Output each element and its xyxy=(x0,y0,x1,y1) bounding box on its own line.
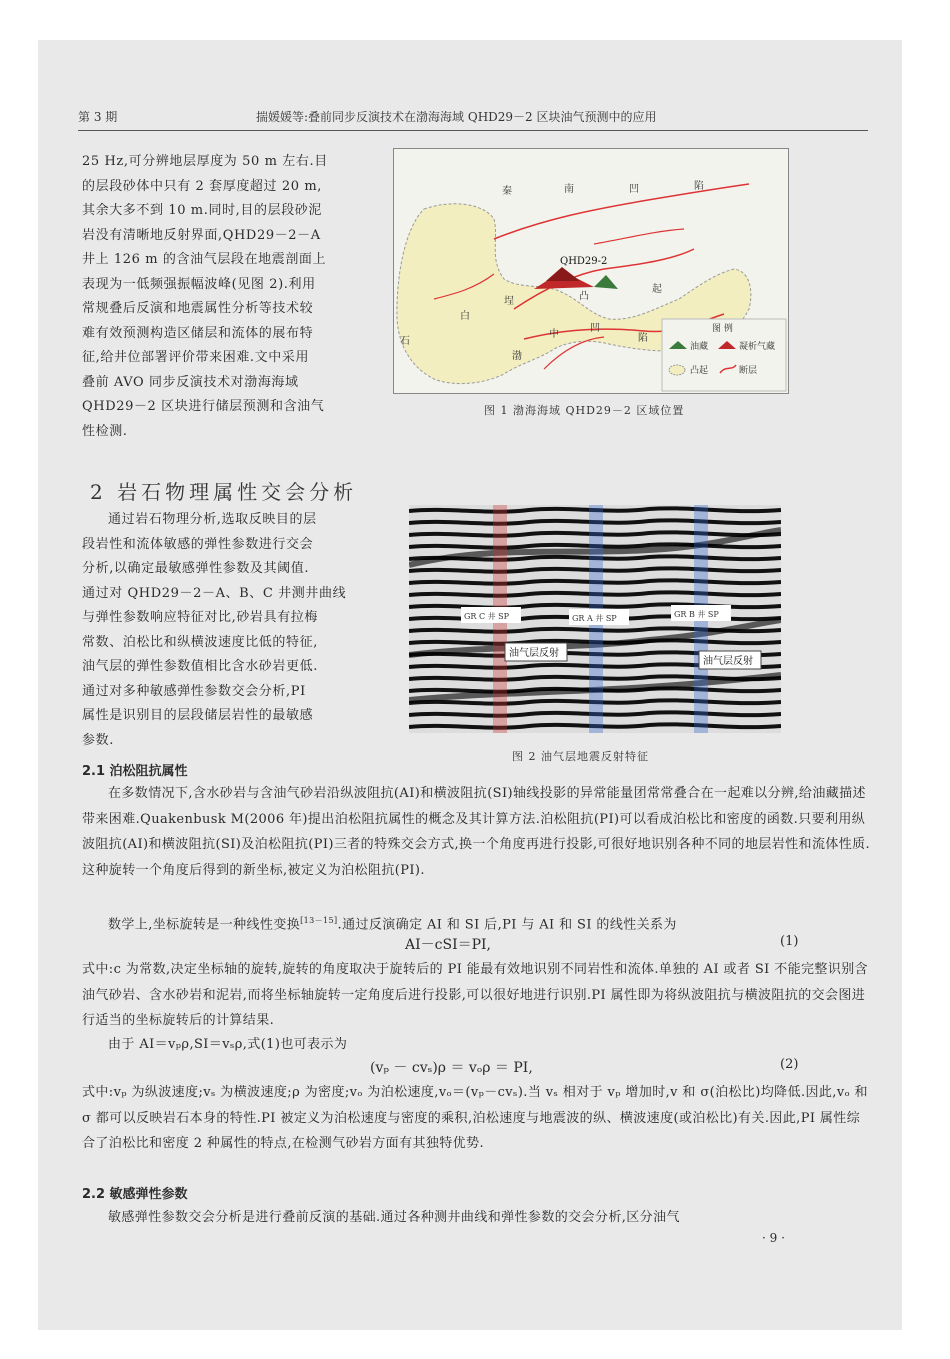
gas-reservoir-cap xyxy=(546,267,580,281)
location-map xyxy=(394,149,788,393)
issue-number: 第 3 期 xyxy=(78,110,118,124)
text-line: 属性是识别目的层段储层岩性的最敏感 xyxy=(82,708,314,723)
text-line: 井上 126 m 的含油气层段在地震剖面上 xyxy=(82,252,327,267)
running-title: 揣媛媛等:叠前同步反演技术在渤海海域 QHD29－2 区块油气预测中的应用 xyxy=(256,110,657,124)
text-line: 征,给井位部署评价带来困难.文中采用 xyxy=(82,350,310,365)
oil-reservoir xyxy=(594,275,618,289)
fault-line xyxy=(594,229,684,244)
text-line: 性检测. xyxy=(82,423,128,439)
figure-2-caption: 图 2 油气层地震反射特征 xyxy=(512,750,649,763)
text-line: 难有效预测构造区储层和流体的展布特 xyxy=(82,325,314,341)
reflection-label-left: 油气层反射 xyxy=(509,648,559,659)
map-label: 中 xyxy=(549,329,559,340)
legend-fault: 断层 xyxy=(739,366,758,376)
equation-2-number: (2) xyxy=(780,1057,799,1072)
map-label: 渤 xyxy=(512,351,522,362)
text-line: 25 Hz,可分辨地层厚度为 50 m 左右.目 xyxy=(82,154,328,169)
map-label: 凸 xyxy=(579,291,589,302)
well-c-label: GR C 井 SP xyxy=(464,612,510,621)
equation-2: (vₚ － cvₛ)ρ ＝ vₒρ ＝ PI, xyxy=(370,1060,533,1076)
text-line: 岩没有清晰地反射界面,QHD29－2－A xyxy=(82,227,321,243)
text-line: 通过岩石物理分析,选取反映目的层 xyxy=(108,512,317,527)
uplift-legend-icon xyxy=(669,365,685,375)
text-line: 油气层的弹性参数值相比含水砂岩更低. xyxy=(82,659,318,674)
text-line: 常数、泊松比和纵横波速度比低的特征, xyxy=(82,634,318,650)
text-line: 叠前 AVO 同步反演技术对渤海海域 xyxy=(82,374,299,390)
map-label: 白 xyxy=(460,311,470,322)
figure-1-caption: 图 1 渤海海域 QHD29－2 区域位置 xyxy=(484,404,685,417)
intro-paragraph xyxy=(82,150,372,444)
paragraph: 式中:vₚ 为纵波速度;vₛ 为横波速度;ρ 为密度;vₒ 为泊松速度,vₒ＝(vₚ－cvₛ).当 vₛ 相对于 vₚ 增加时,v 和 σ(泊松比)均降低.因此,vₒ 和 σ 都可以反映岩石本身的特性.PI 被定义为泊松速度与密度的乘积,泊松速度与地震波的纵、横波速度(或泊松比)有关.因此,PI 属性综合了泊松比和密度 2 种属性的特点,在检测气砂岩方面有其独特优势. xyxy=(82,1085,868,1151)
legend-gas: 凝析气藏 xyxy=(739,342,776,352)
text-line: 段岩性和流体敏感的弹性参数进行交会 xyxy=(82,536,314,552)
map-label: 凹 xyxy=(629,184,639,195)
text-line: 通过对多种敏感弹性参数交会分析,PI xyxy=(82,683,306,699)
header-rule xyxy=(78,130,868,131)
text-line: 与弹性参数响应特征对比,砂岩具有拉梅 xyxy=(82,610,318,625)
text-span: 数学上,坐标旋转是一种线性变换 xyxy=(108,917,301,933)
paragraph: 式中:c 为常数,决定坐标轴的旋转,旋转的角度取决于旋转后的 PI 能最有效地识别不同岩性和流体.单独的 AI 或者 SI 不能完整识别含油气砂岩、含水砂岩和泥岩,而将坐标轴旋转一定角度后进行投影,可以很好地进行识别.PI 属性即为将纵波阻抗与横波阻抗的交会图进行适当的坐标旋转后的计算结果. xyxy=(82,962,869,1028)
legend-title: 图 例 xyxy=(712,324,733,334)
subsection-heading: 2.1 泊松阻抗属性 xyxy=(82,764,188,779)
text-line: 其余大多不到 10 m.同时,目的层段砂泥 xyxy=(82,203,322,218)
text-line: QHD29－2 区块进行储层预测和含油气 xyxy=(82,399,325,414)
map-label: 起 xyxy=(652,284,662,295)
seismic-section xyxy=(409,505,781,733)
well-a-label: GR A 井 SP xyxy=(572,614,617,623)
legend-uplift: 凸起 xyxy=(690,366,709,376)
paragraph: 敏感弹性参数交会分析是进行叠前反演的基础.通过各种测井曲线和弹性参数的交会分析,区分油气 xyxy=(108,1210,680,1225)
fault-line xyxy=(494,184,749,239)
page-number: · 9 · xyxy=(762,1231,785,1245)
map-label: 陷 xyxy=(638,333,648,344)
text-line: 表现为一低频强振幅波峰(见图 2).利用 xyxy=(82,276,316,292)
map-label: 石 xyxy=(400,336,410,347)
figure-1-map xyxy=(393,148,789,394)
section-heading: 2 岩石物理属性交会分析 xyxy=(90,480,358,504)
map-label: 陷 xyxy=(694,181,704,192)
well-label: QHD29-2 xyxy=(560,256,608,267)
legend-oil: 油藏 xyxy=(690,342,709,352)
text-line: 通过对 QHD29－2－A、B、C 井测井曲线 xyxy=(82,585,347,601)
equation-1: AI－cSI＝PI, xyxy=(405,937,492,953)
text-line: 常规叠后反演和地震属性分析等技术较 xyxy=(82,301,314,316)
citation: [13－15] xyxy=(300,916,338,925)
text-line: 分析,以确定最敏感弹性参数及其阈值. xyxy=(82,561,310,576)
text-line: 的层段砂体中只有 2 套厚度超过 20 m, xyxy=(82,178,323,194)
reflection-label-right: 油气层反射 xyxy=(703,656,753,667)
map-legend xyxy=(662,319,786,391)
map-label: 南 xyxy=(564,184,574,195)
map-label: 秦 xyxy=(502,186,512,197)
text-line: 参数. xyxy=(82,732,114,748)
section-2-paragraph xyxy=(82,508,377,753)
subsection-heading: 2.2 敏感弹性参数 xyxy=(82,1187,188,1202)
figure-2-seismic xyxy=(409,505,781,733)
equation-1-number: (1) xyxy=(780,934,799,949)
text-span: .通过反演确定 AI 和 SI 后,PI 与 AI 和 SI 的线性关系为 xyxy=(337,917,677,933)
map-label: 凹 xyxy=(590,323,600,334)
paragraph: 在多数情况下,含水砂岩与含油气砂岩沿纵波阻抗(AI)和横波阻抗(SI)轴线投影的异常能量团常常叠合在一起难以分辨,给油藏描述带来困难.Quakenbusk M(2006 年)提出泊松阻抗属性的概念及其计算方法.泊松阻抗(PI)可以看成泊松比和密度的函数.只要利用纵波阻抗(AI)和横波阻抗(SI)及泊松阻抗(PI)三者的特殊交会方式,换一个角度再进行投影,可很好地识别各种不同的地层岩性和流体性质.这种旋转一个角度后得到的新坐标,被定义为泊松阻抗(PI). xyxy=(82,786,871,878)
well-b-label: GR B 井 SP xyxy=(674,610,719,619)
map-label: 埕 xyxy=(504,296,514,307)
paragraph: 由于 AI＝vₚρ,SI＝vₛρ,式(1)也可表示为 xyxy=(108,1037,348,1052)
